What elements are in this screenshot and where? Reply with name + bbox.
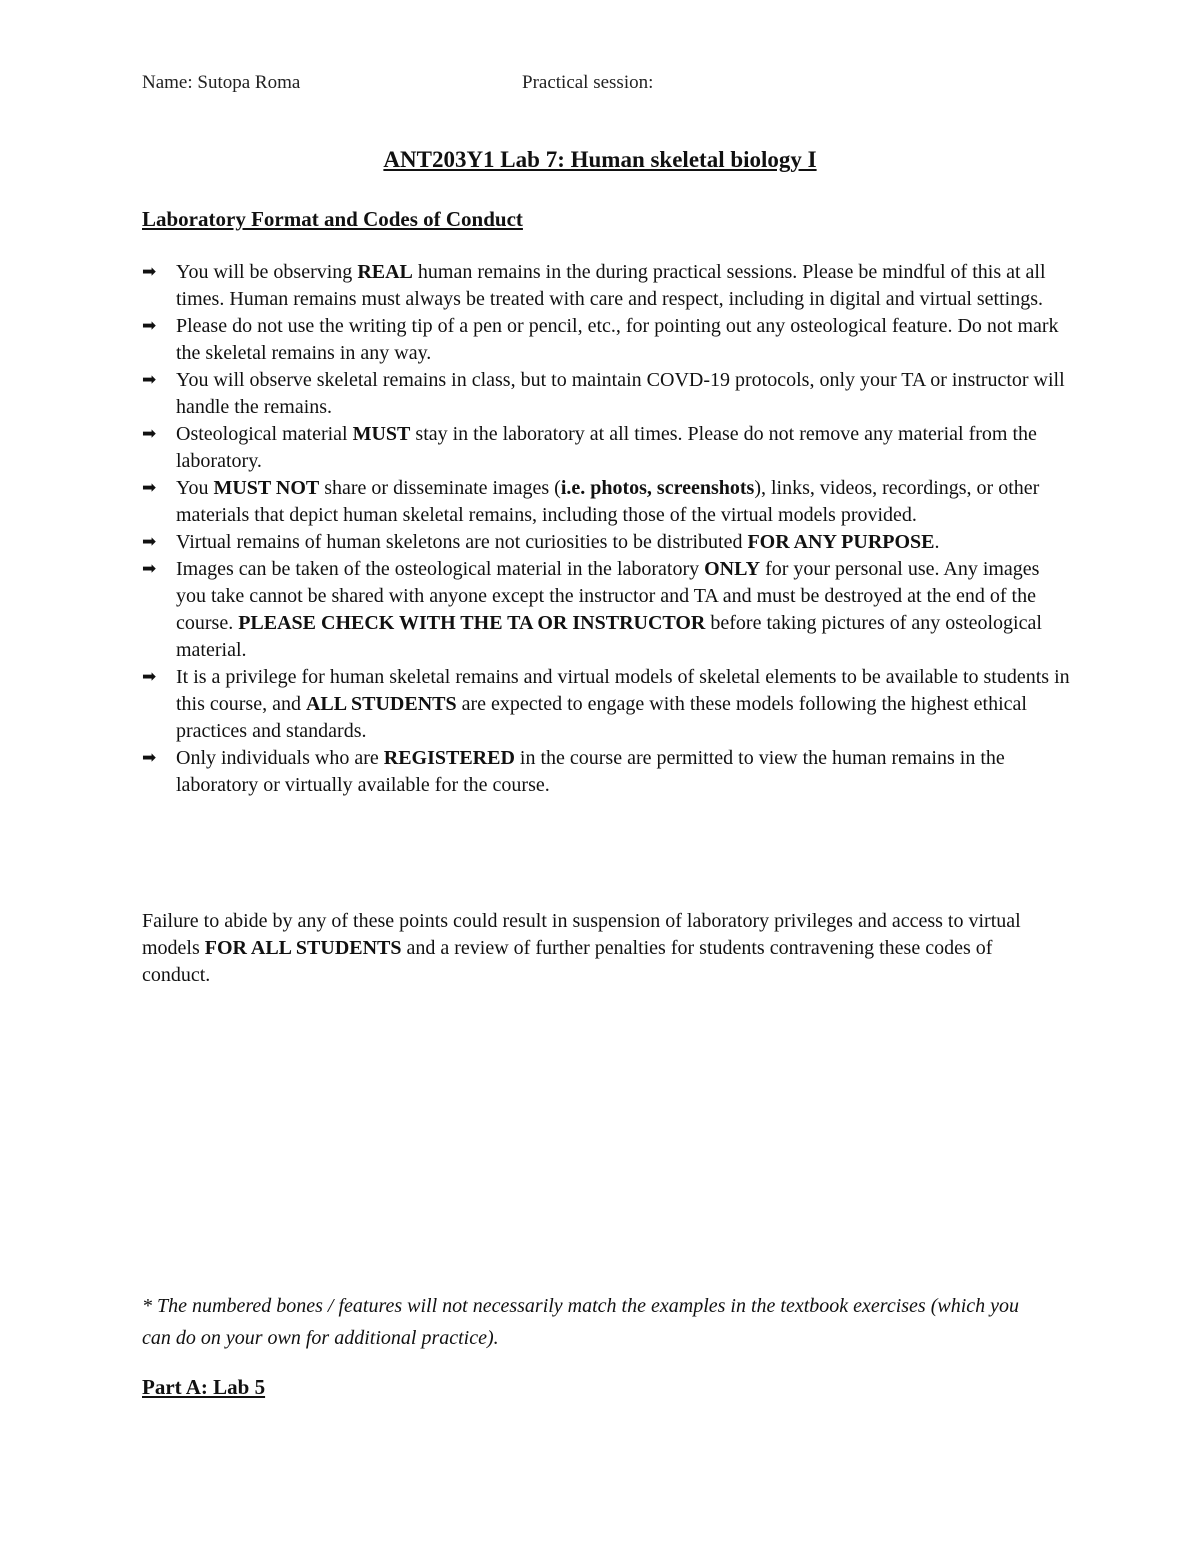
list-item [142,421,1072,475]
rule-text: human remains in the during practical sessions. Please be mindful of this at all times. Human remains must always be treated with care and respect, including in digital and virtual settings. [176,261,1046,310]
rule-emphasis: ALL STUDENTS [305,693,457,715]
failure-emphasis: FOR ALL STUDENTS [204,937,402,959]
arrow-right-icon: ➡ [142,478,157,498]
rule-text: It is a privilege for human skeletal remains and virtual models of skeletal elements to be available to students in this course, and [176,666,1070,715]
rule-text: Only individuals who are [176,747,384,769]
arrow-right-icon: ➡ [142,424,157,444]
rule-text: Please do not use the writing tip of a pen or pencil, etc., for pointing out any osteological feature. Do not mark the skeletal remains in any way. [176,315,1059,364]
page-title: ANT203Y1 Lab 7: Human skeletal biology I [383,147,817,172]
rule-emphasis: REAL [357,261,413,283]
failure-paragraph [142,908,1062,989]
list-item [142,367,1072,421]
failure-text: Failure to abide by any of these points could result in suspension of laboratory privileges and access to virtual models [142,910,1021,959]
part-a-heading: Part A: Lab 5 [142,1375,266,1399]
rule-text: Virtual remains of human skeletons are not curiosities to be distributed [176,531,748,553]
rule-emphasis: i.e. photos, screenshots [560,477,755,499]
rule-text: stay in the laboratory at all times. Please do not remove any material from the laboratory. [176,423,1037,472]
rule-text: are expected to engage with these models following the highest ethical practices and standards. [176,693,1027,742]
rule-emphasis: MUST NOT [213,477,320,499]
rule-text: before taking pictures of any osteological material. [176,612,1042,661]
list-item [142,313,1072,367]
rule-text: Osteological material [176,423,353,445]
list-item [142,664,1072,745]
arrow-right-icon: ➡ [142,667,157,687]
arrow-right-icon: ➡ [142,316,157,336]
rule-text: You will observe skeletal remains in class, but to maintain COVD-19 protocols, only your TA or instructor will handle the remains. [176,369,1065,418]
student-name-line: Name: Sutopa Roma [142,72,301,93]
rule-emphasis: REGISTERED [383,747,515,769]
rule-text: Images can be taken of the osteological material in the laboratory [176,558,705,580]
rules-list [142,259,1072,799]
rule-text: share or disseminate images ( [319,477,561,499]
list-item [142,556,1072,664]
rule-emphasis: ONLY [704,558,761,580]
list-item [142,529,1072,556]
rule-text: for your personal use. Any images you take cannot be shared with anyone except the instructor and TA and must be destroyed at the end of the course. [176,558,1040,634]
rule-text: . [934,531,940,553]
practical-session-line: Practical session: [522,72,654,93]
rule-emphasis: FOR ANY PURPOSE [747,531,935,553]
arrow-right-icon: ➡ [142,532,157,552]
arrow-right-icon: ➡ [142,262,157,282]
section-heading: Laboratory Format and Codes of Conduct [142,207,523,231]
failure-text: and a review of further penalties for students contravening these codes of conduct. [142,937,993,986]
rule-text: You [176,477,214,499]
textbook-note: * The numbered bones / features will not necessarily match the examples in the textbook exercises (which you can do on your own for additional practice). [142,1295,1020,1349]
rule-text: You will be observing [176,261,358,283]
list-item [142,475,1072,529]
arrow-right-icon: ➡ [142,370,157,390]
list-item [142,745,1072,799]
rule-text: ), links, videos, recordings, or other materials that depict human skeletal remains, including those of the virtual models provided. [176,477,1040,526]
rule-emphasis: PLEASE CHECK WITH THE TA OR INSTRUCTOR [238,612,706,634]
rule-text: in the course are permitted to view the human remains in the laboratory or virtually available for the course. [176,747,1005,796]
arrow-right-icon: ➡ [142,748,157,768]
arrow-right-icon: ➡ [142,559,157,579]
rule-emphasis: MUST [352,423,411,445]
list-item [142,259,1072,313]
